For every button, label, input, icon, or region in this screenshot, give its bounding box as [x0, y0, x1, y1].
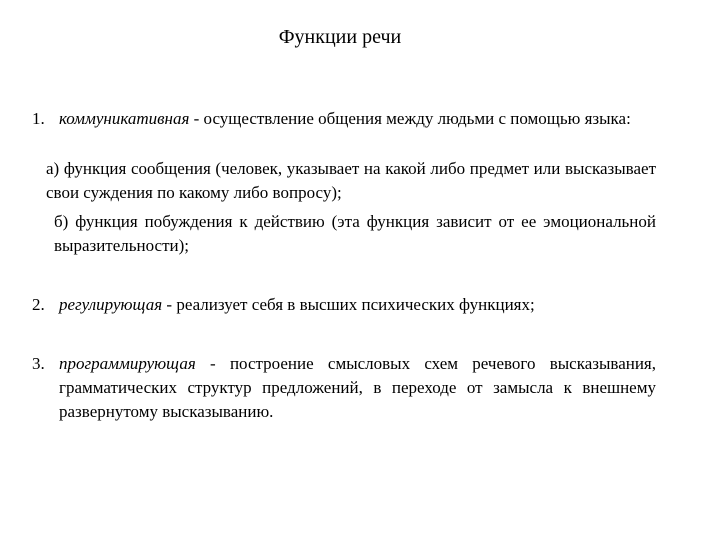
- subitem-motivation-function: [54, 210, 656, 258]
- item-body: [59, 293, 656, 317]
- list-item-communicative: [32, 107, 656, 131]
- item-number: 3.: [32, 354, 45, 373]
- page-title: [0, 26, 720, 49]
- item-text: - построение смысловых схем речевого высказывания, грамматических структур предложений, в переходе от замысла к внешнему развернутому высказыванию.: [59, 354, 657, 421]
- item-keyword: коммуникативная: [59, 109, 190, 128]
- subitem-text: а) функция сообщения (человек, указывает на какой либо предмет или высказывает свои суждения по какому либо вопросу);: [46, 159, 656, 202]
- item-text: - реализует себя в высших психических функциях;: [166, 295, 535, 314]
- item-keyword: регулирующая: [59, 295, 163, 314]
- item-body: [59, 352, 656, 424]
- item-text: - осуществление общения между людьми с помощью языка:: [193, 109, 631, 128]
- item-keyword: программирующая: [59, 354, 196, 373]
- item-number: 2.: [32, 295, 45, 314]
- list-item-regulating: [32, 293, 656, 317]
- subitem-message-function: [46, 157, 656, 205]
- item-number: 1.: [32, 109, 45, 128]
- page-title-text: Функции речи: [278, 26, 402, 48]
- item-body: [59, 107, 656, 131]
- subitem-text: б) функция побуждения к действию (эта функция зависит от ее эмоциональной выразительности);: [54, 212, 656, 255]
- list-item-programming: [32, 352, 656, 424]
